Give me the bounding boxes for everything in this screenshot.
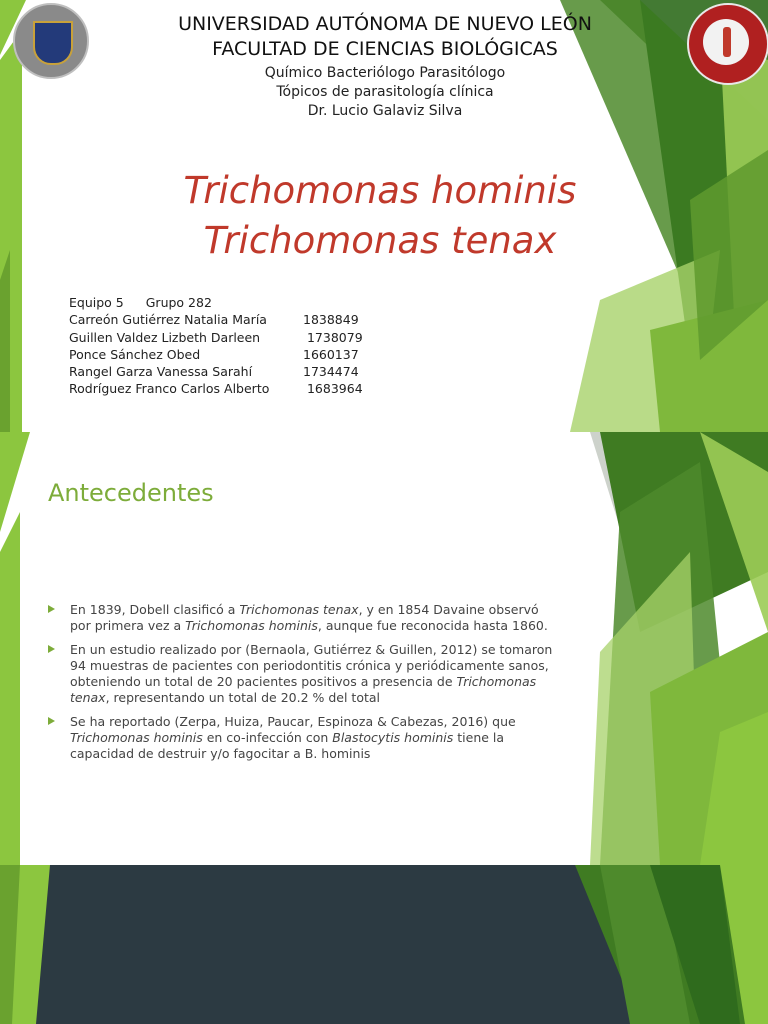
species-name: Trichomonas hominis [185,618,318,634]
university-name: UNIVERSIDAD AUTÓNOMA DE NUEVO LEÓN [178,13,592,35]
bullet-text: Se ha reportado (Zerpa, Huiza, Paucar, Espinoza & Cabezas, 2016) que [70,713,516,729]
bullet-text: en co-infección con [202,730,333,746]
professor-name: Dr. Lucio Galaviz Silva [307,103,463,119]
university-seal-left [13,3,89,79]
bullet-arrow-icon [48,645,55,653]
member-name: Rodríguez Franco Carlos Alberto [69,381,270,397]
university-header [140,12,630,62]
program-name: Químico Bacteriólogo Parasitólogo [264,65,506,81]
team-member [69,311,363,328]
bullet-arrow-icon [48,717,55,725]
member-name: Guillen Valdez Lizbeth Darleen [69,329,261,345]
member-name: Carreón Gutiérrez Natalia María [69,312,267,328]
bullet-text: , representando un total de 20.2 % del total [105,690,381,706]
green-decoration [0,865,768,1024]
team-member [69,329,363,346]
presentation-title [120,166,640,266]
slide-title [0,0,768,432]
bullet-list [48,602,563,770]
team-member [69,346,363,363]
bullet-arrow-icon [48,605,55,613]
species-name: Trichomonas tenax [239,602,359,617]
bullet-text: En 1839, Dobell clasificó a [70,602,240,617]
faculty-seal-right [687,3,768,85]
faculty-name: FACULTAD DE CIENCIAS BIOLÓGICAS [212,38,558,60]
course-info [140,64,630,121]
member-name: Rangel Garza Vanessa Sarahí [69,364,253,380]
title-line-1: Trichomonas hominis [183,169,577,212]
slide-dark [0,865,768,1024]
member-id: 1738079 [303,329,363,345]
course-name: Tópicos de parasitología clínica [276,84,494,100]
team-member [69,363,363,380]
member-id: 1734474 [303,364,359,380]
member-id: 1683964 [303,381,363,397]
member-id: 1660137 [303,346,359,362]
team-header [69,294,363,311]
species-name: Trichomonas hominis [70,730,203,746]
bullet-text: En un estudio realizado por (Bernaola, Gutiérrez & Guillen, 2012) se tomaron 94 muestras de pacientes con periodontitis crónica y periódicamente sanos, obteniendo un total de 20 pacientes positivos a presencia de [70,641,553,690]
bullet-text: , aunque fue reconocida hasta 1860. [317,618,548,634]
team-list [69,294,363,398]
bullet-item [48,642,563,707]
slide-antecedentes [0,432,768,865]
bullet-text: , y en 1854 Davaine observó por primera vez a [70,602,539,634]
bullet-item [48,714,563,763]
title-line-2: Trichomonas tenax [203,219,557,262]
species-name: Blastocytis hominis [332,730,454,746]
team-member [69,380,363,397]
member-name: Ponce Sánchez Obed [69,346,201,362]
species-name: Trichomonas tenax [70,674,537,706]
bullet-text: tiene la capacidad de destruir y/o fagocitar a B. hominis [70,730,505,762]
team-label: Equipo 5 [69,295,124,310]
group-label: Grupo 282 [145,295,212,310]
bullet-item [48,602,563,635]
member-id: 1838849 [303,312,359,328]
section-heading: Antecedentes [48,479,214,507]
